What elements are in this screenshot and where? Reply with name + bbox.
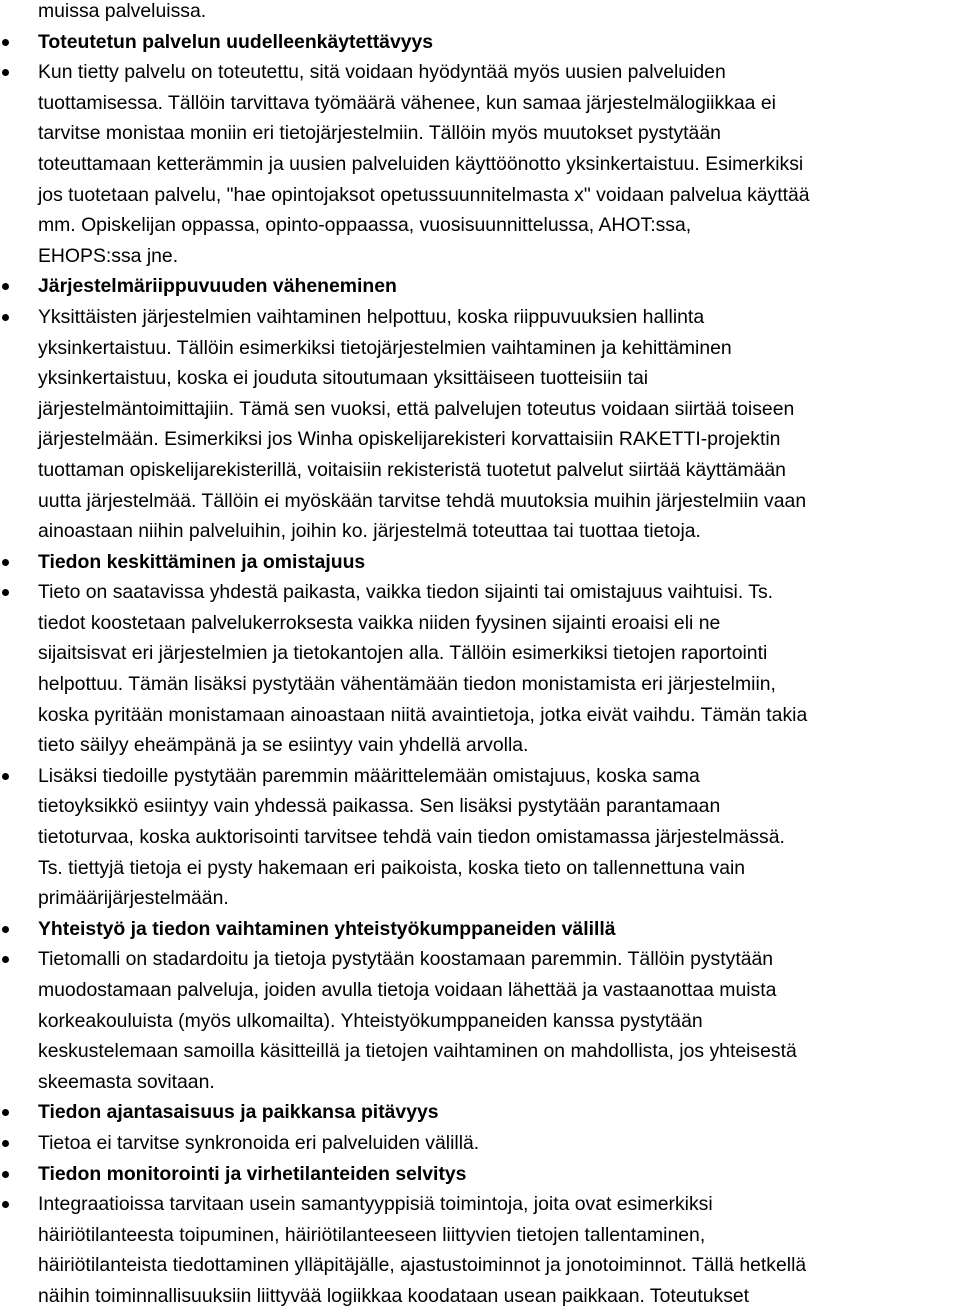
bullet-icon <box>2 773 9 780</box>
text-line <box>0 730 960 761</box>
text-line <box>0 883 960 914</box>
text-line <box>0 1250 960 1281</box>
bullet-icon <box>2 39 9 46</box>
line-text: järjestelmään. Esimerkiksi jos Winha opiskelijarekisteri korvattaisiin RAKETTI-projektin <box>38 428 781 451</box>
text-line <box>0 822 960 853</box>
line-text: Yhteistyö ja tiedon vaihtaminen yhteistyökumppaneiden välillä <box>38 917 616 940</box>
bullet-icon <box>2 1171 9 1178</box>
section-heading <box>0 547 960 578</box>
line-text: uutta järjestelmää. Tällöin ei myöskään tarvitse tehdä muutoksia muihin järjestelmiin vaan <box>38 489 807 512</box>
line-text: koska pyritään monistamaan ainoastaan niitä avaintietoja, jotka eivät vaihdu. Tämän takia <box>38 703 808 726</box>
text-line <box>0 700 960 731</box>
bullet-icon <box>2 1201 9 1208</box>
line-text: Tietomalli on stadardoitu ja tietoja pystytään koostamaan paremmin. Tällöin pystytään <box>38 948 774 971</box>
text-line <box>0 944 960 975</box>
text-line <box>0 363 960 394</box>
line-text: primäärijärjestelmään. <box>38 887 229 910</box>
line-text: Lisäksi tiedoille pystytään paremmin määrittelemään omistajuus, koska sama <box>38 764 700 787</box>
line-text: yksinkertaistuu. Tällöin esimerkiksi tietojärjestelmien vaihtaminen ja kehittäminen <box>38 336 732 359</box>
line-text: Tiedon keskittäminen ja omistajuus <box>38 550 366 573</box>
text-line <box>0 241 960 272</box>
text-line <box>0 57 960 88</box>
line-text: Ts. tiettyjä tietoja ei pysty hakemaan eri paikoista, koska tieto on tallennettuna vain <box>38 856 746 879</box>
line-text: Yksittäisten järjestelmien vaihtaminen helpottuu, koska riippuvuuksien hallinta <box>38 305 705 328</box>
bullet-icon <box>2 589 9 596</box>
text-line <box>0 1128 960 1159</box>
line-text: tietoturvaa, koska auktorisointi tarvitsee tehdä vain tiedon omistamassa järjestelmässä. <box>38 826 785 849</box>
text-line <box>0 0 960 27</box>
text-line <box>0 669 960 700</box>
line-text: tieto säilyy eheämpänä ja se esiintyy vain yhdellä arvolla. <box>38 734 529 757</box>
text-line <box>0 180 960 211</box>
bullet-icon <box>2 314 9 321</box>
text-line <box>0 333 960 364</box>
text-line <box>0 88 960 119</box>
text-line <box>0 577 960 608</box>
line-text: mm. Opiskelijan oppassa, opinto-oppaassa, vuosisuunnittelussa, AHOT:ssa, <box>38 214 692 237</box>
line-text: häiriötilanteesta toipuminen, häiriötilanteeseen liittyvien tietojen tallentaminen, <box>38 1223 706 1246</box>
text-line <box>0 638 960 669</box>
text-line <box>0 394 960 425</box>
line-text: sijaitsisvat eri järjestelmien ja tietokantojen alla. Tällöin esimerkiksi tietojen raportointi <box>38 642 768 665</box>
line-text: tarvitse monistaa moniin eri tietojärjestelmiin. Tällöin myös muutokset pystytään <box>38 122 721 145</box>
text-line <box>0 975 960 1006</box>
line-text: muodostamaan palveluja, joiden avulla tietoja voidaan lähettää ja vastaanottaa muista <box>38 979 777 1001</box>
section-heading <box>0 914 960 945</box>
line-text: häiriötilanteista tiedottaminen ylläpitäjälle, ajastustoiminnot ja jonotoiminnot. Tällä hetkellä <box>38 1254 807 1277</box>
line-text: toteuttamaan ketterämmin ja uusien palveluiden käyttöönotto yksinkertaistuu. Esimerkiksi <box>38 152 804 175</box>
text-line <box>0 302 960 333</box>
line-text: yksinkertaistuu, koska ei jouduta sitoutumaan yksittäiseen tuotteisiin tai <box>38 367 649 390</box>
line-text: Kun tietty palvelu on toteutettu, sitä voidaan hyödyntää myös uusien palveluiden <box>38 61 726 84</box>
line-text: keskustelemaan samoilla käsitteillä ja tietojen vaihtaminen on mahdollista, jos yhteisestä <box>38 1040 797 1063</box>
section-heading <box>0 27 960 58</box>
line-text: Tiedon monitorointi ja virhetilanteiden selvitys <box>38 1162 467 1185</box>
line-text: tiedot koostetaan palvelukerroksesta vaikka niiden fyysinen sijainti eroaisi eli ne <box>38 611 721 634</box>
bullet-icon <box>2 1140 9 1147</box>
line-text: näihin toiminnallisuuksiin liittyvää logiikkaa koodataan usean paikkaan. Toteutukset <box>38 1284 750 1307</box>
bullet-icon <box>2 956 9 963</box>
line-text: skeemasta sovitaan. <box>38 1070 215 1093</box>
text-line <box>0 853 960 884</box>
bullet-icon <box>2 559 9 566</box>
line-text: Toteutetun palvelun uudelleenkäytettävyys <box>38 30 434 53</box>
line-text: Integraatioissa tarvitaan usein samantyyppisiä toimintoja, joita ovat esimerkiksi <box>38 1193 713 1216</box>
section-heading <box>0 1159 960 1190</box>
bullet-icon <box>2 926 9 933</box>
line-text: tuottaman opiskelijarekisterillä, voitaisiin rekisteristä tuotetut palvelut siirtää käyttämään <box>38 458 786 481</box>
line-text: Tiedon ajantasaisuus ja paikkansa pitävyys <box>38 1101 439 1124</box>
section-heading <box>0 1097 960 1128</box>
text-line <box>0 1006 960 1037</box>
line-text: ainoastaan niihin palveluihin, joihin ko. järjestelmä toteuttaa tai tuottaa tietoja. <box>38 520 701 543</box>
line-text: Tietoa ei tarvitse synkronoida eri palveluiden välillä. <box>38 1131 480 1154</box>
section-heading <box>0 271 960 302</box>
text-line <box>0 791 960 822</box>
line-text: tuottamisessa. Tällöin tarvittava työmäärä vähenee, kun samaa järjestelmälogiikkaa ei <box>38 91 776 114</box>
line-text: Tieto on saatavissa yhdestä paikasta, vaikka tiedon sijainti tai omistajuus vaihtuisi. Ts. <box>38 581 774 604</box>
bullet-icon <box>2 69 9 76</box>
text-line <box>0 149 960 180</box>
line-text: jos tuotetaan palvelu, "hae opintojaksot opetussuunnitelmasta x" voidaan palvelua käyttää <box>38 183 810 206</box>
text-line <box>0 608 960 639</box>
text-line <box>0 455 960 486</box>
text-line <box>0 1281 960 1312</box>
text-line <box>0 516 960 547</box>
text-line <box>0 1189 960 1220</box>
text-line <box>0 761 960 792</box>
text-line <box>0 210 960 241</box>
text-line <box>0 424 960 455</box>
text-line <box>0 1036 960 1067</box>
text-line <box>0 118 960 149</box>
line-text: korkeakouluista (myös ulkomailta). Yhteistyökumppaneiden kanssa pystytään <box>38 1009 703 1032</box>
line-text: helpottuu. Tämän lisäksi pystytään vähentämään tiedon monistamista eri järjestelmiin, <box>38 673 776 696</box>
bullet-icon <box>2 283 9 290</box>
line-text: Järjestelmäriippuvuuden väheneminen <box>38 275 397 298</box>
text-line <box>0 486 960 517</box>
bullet-icon <box>2 1109 9 1116</box>
text-line <box>0 1067 960 1098</box>
line-text: järjestelmäntoimittajiin. Tämä sen vuoksi, että palvelujen toteutus voidaan siirtää toiseen <box>38 397 795 420</box>
text-line <box>0 1220 960 1251</box>
line-text: EHOPS:ssa jne. <box>38 244 179 267</box>
line-text: muissa palveluissa. <box>38 0 207 22</box>
line-text: tietoyksikkö esiintyy vain yhdessä paikassa. Sen lisäksi pystytään parantamaan <box>38 795 721 818</box>
